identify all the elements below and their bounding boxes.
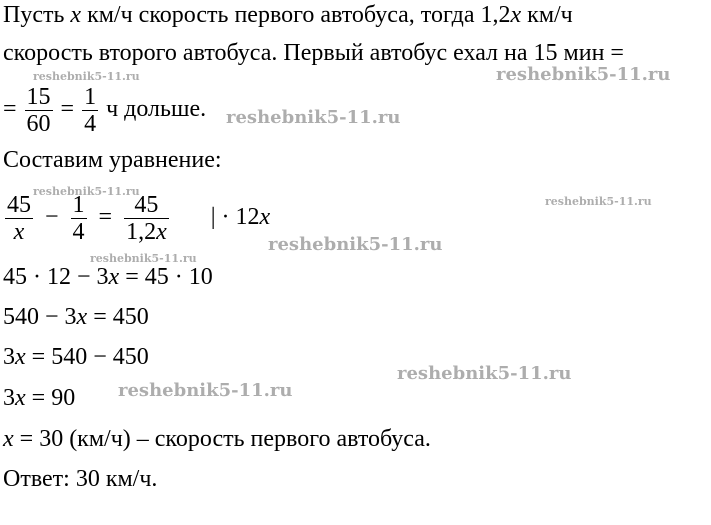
numerator: 45	[124, 192, 169, 219]
text-line-1	[3, 0, 573, 30]
numerator: 15	[26, 83, 51, 110]
watermark: reshebnik5-11.ru	[545, 195, 652, 208]
minus-sign: −	[45, 204, 59, 230]
variable-x: x	[108, 264, 120, 290]
text: = 90	[25, 385, 76, 411]
watermark: reshebnik5-11.ru	[33, 70, 140, 83]
variable-x: x	[76, 304, 88, 330]
variable-x: x	[15, 385, 26, 411]
text-line-9	[3, 383, 75, 413]
variable-x: x	[510, 2, 522, 28]
variable-x: x	[70, 2, 82, 28]
equals-sign: =	[60, 96, 75, 122]
text: 1,2	[126, 218, 157, 245]
text: Пусть	[3, 2, 71, 28]
fraction-1-4	[71, 192, 87, 245]
text: 3	[3, 344, 15, 370]
multiplier: | · 12	[210, 204, 260, 230]
text: ч дольше.	[106, 96, 207, 122]
text: = 540 − 450	[25, 344, 149, 370]
answer-line	[3, 464, 157, 494]
watermark: reshebnik5-11.ru	[118, 380, 293, 401]
watermark: reshebnik5-11.ru	[33, 185, 140, 198]
text: км/ч скорость первого автобуса, тогда 1,2	[81, 2, 511, 28]
text-line-10	[3, 424, 431, 454]
text: 540 − 3	[3, 304, 77, 330]
watermark: reshebnik5-11.ru	[90, 252, 197, 265]
variable-x: x	[3, 426, 14, 452]
text: = 45 · 10	[119, 264, 213, 290]
numerator: 1	[72, 191, 85, 218]
numerator: 1	[84, 83, 97, 110]
text: 45 · 12 − 3	[3, 264, 109, 290]
text: 3	[3, 385, 15, 411]
watermark: reshebnik5-11.ru	[268, 234, 443, 255]
variable-x: x	[15, 344, 26, 370]
watermark: reshebnik5-11.ru	[496, 64, 671, 85]
watermark: reshebnik5-11.ru	[397, 363, 572, 384]
equals-sign: =	[3, 96, 17, 122]
watermark: reshebnik5-11.ru	[226, 107, 401, 128]
text: = 450	[87, 304, 149, 330]
variable-x: x	[259, 204, 271, 230]
fraction-15-60	[25, 84, 53, 137]
numerator: 45	[7, 191, 31, 218]
denominator: 60	[26, 110, 51, 137]
text-line-6	[3, 262, 213, 292]
text-line-4	[3, 145, 222, 175]
equals-sign: =	[98, 204, 113, 230]
variable-x: x	[156, 218, 167, 245]
text: Составим уравнение:	[3, 147, 222, 173]
denominator	[124, 219, 169, 245]
text-line-7	[3, 302, 149, 332]
denominator: 4	[84, 110, 97, 137]
text: скорость второго автобуса. Первый автобус ехал на 15 мин =	[3, 40, 624, 66]
text: Ответ: 30 км/ч.	[3, 466, 158, 492]
text-line-3	[3, 77, 206, 141]
fraction-45-1-2x	[124, 192, 169, 245]
denominator: 4	[72, 218, 85, 245]
text: км/ч	[521, 2, 573, 28]
text: = 30 (км/ч) – скорость первого автобуса.	[13, 426, 431, 452]
denominator: x	[13, 218, 25, 245]
fraction-45-x	[5, 192, 33, 245]
text-line-8	[3, 342, 149, 372]
fraction-1-4	[82, 84, 98, 137]
